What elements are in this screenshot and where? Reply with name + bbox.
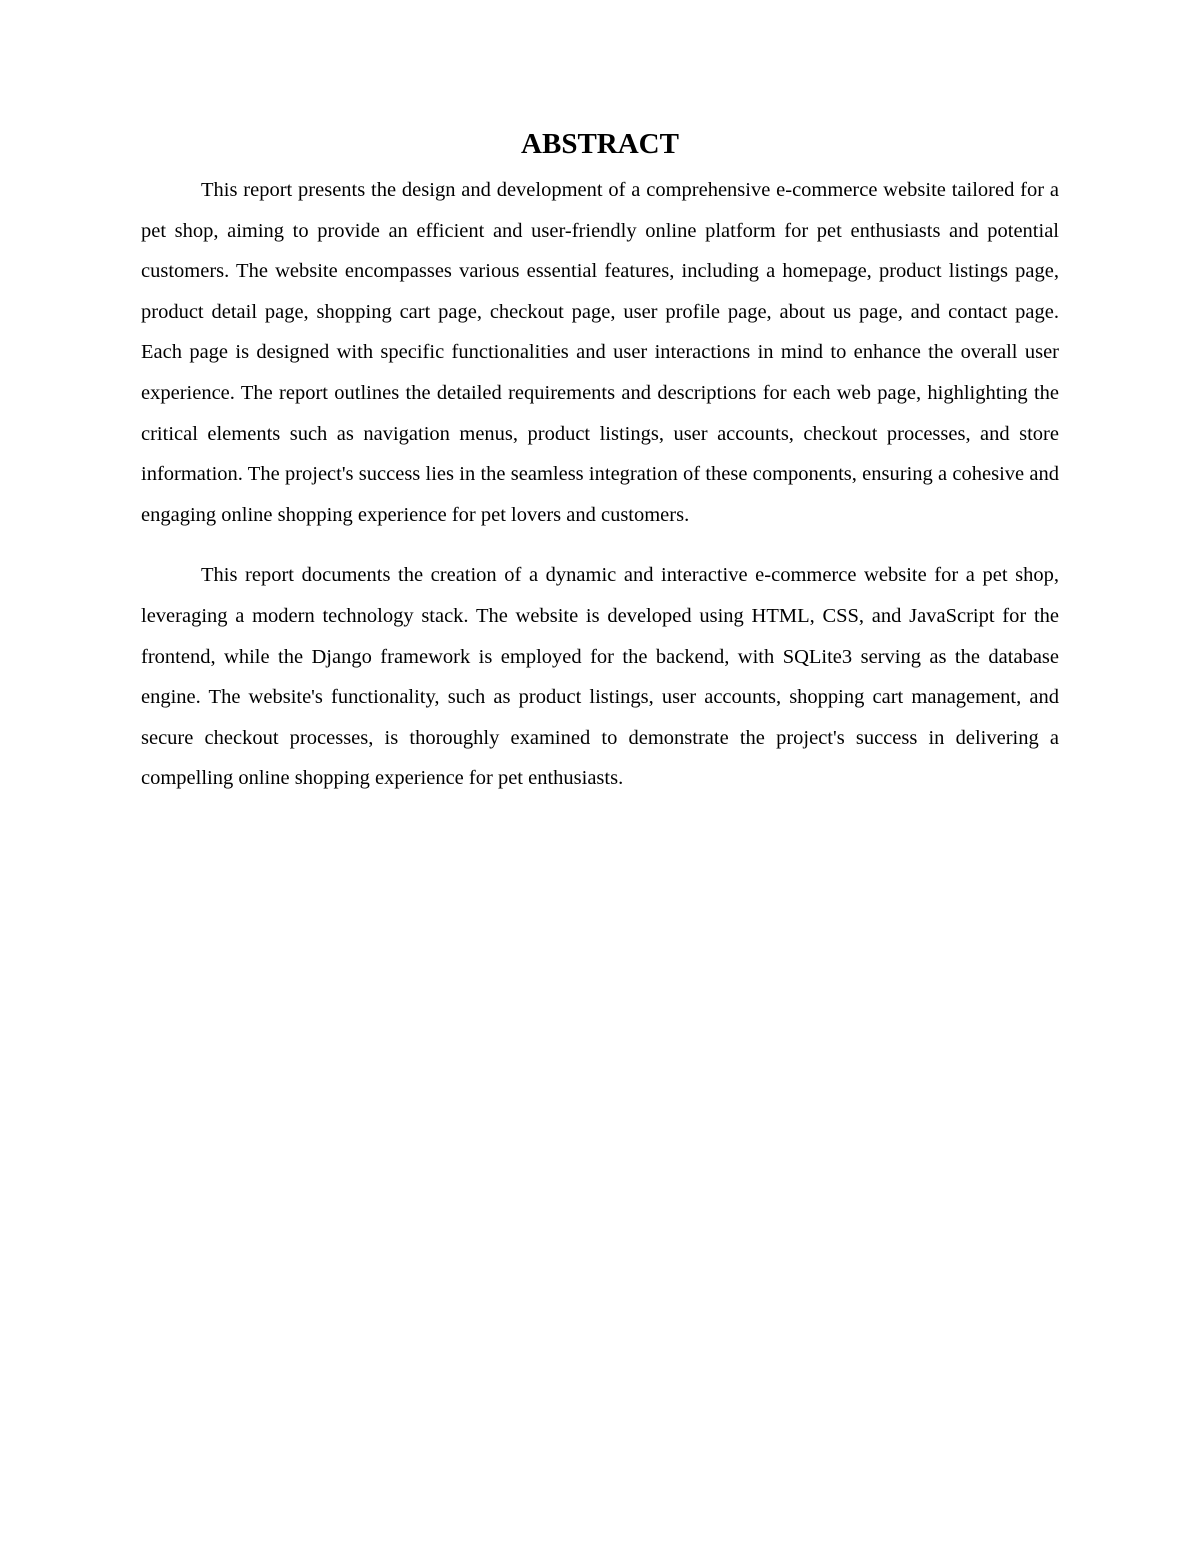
page-title: ABSTRACT — [521, 128, 679, 160]
document-body — [141, 124, 1059, 799]
abstract-paragraph-1: This report presents the design and development of a comprehensive e-commerce website tailored for a pet shop, aiming to provide an efficient and user-friendly online platform for pet enthusiasts and potential customers. The website encompasses various essential features, including a homepage, product listings page, product detail page, shopping cart page, checkout page, user profile page, about us page, and contact page. Each page is designed with specific functionalities and user interactions in mind to enhance the overall user experience. The report outlines the detailed requirements and descriptions for each web page, highlighting the critical elements such as navigation menus, product listings, user accounts, checkout processes, and store information. The project's success lies in the seamless integration of these components, ensuring a cohesive and engaging online shopping experience for pet lovers and customers. — [141, 179, 1059, 526]
abstract-paragraph-2: This report documents the creation of a dynamic and interactive e-commerce website for a pet shop, leveraging a modern technology stack. The website is developed using HTML, CSS, and JavaScript for the frontend, while the Django framework is employed for the backend, with SQLite3 serving as the database engine. The website's functionality, such as product listings, user accounts, shopping cart management, and secure checkout processes, is thoroughly examined to demonstrate the project's success in delivering a compelling online shopping experience for pet enthusiasts. — [141, 564, 1059, 790]
